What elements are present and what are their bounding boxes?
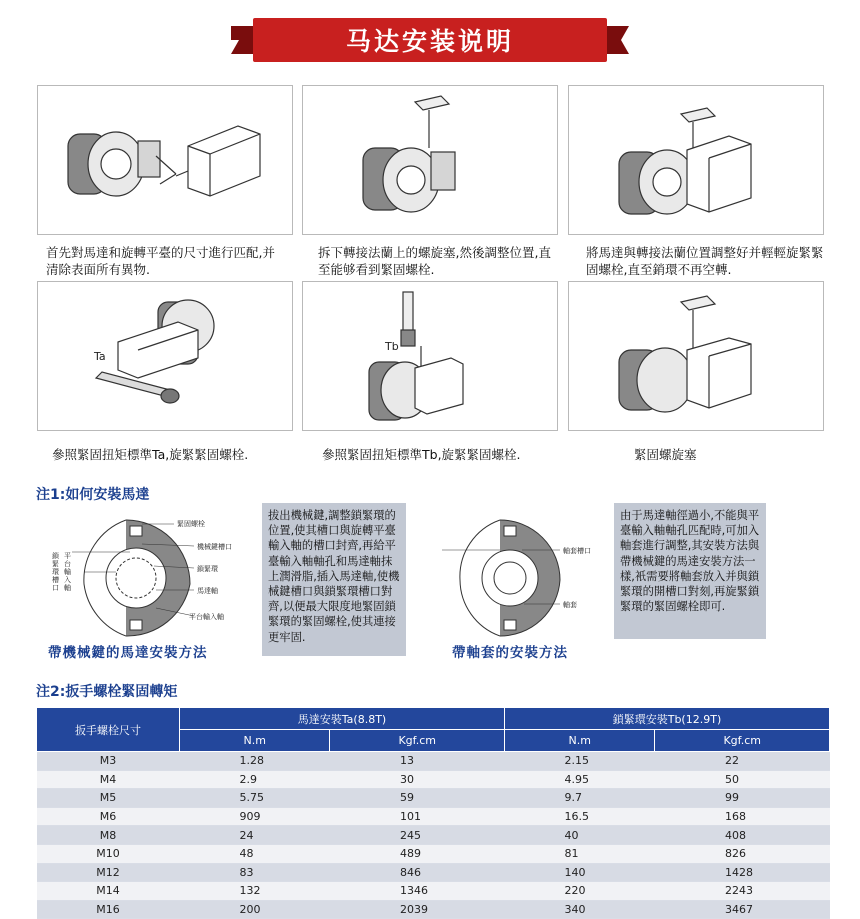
ta-tool-label: Ta [94, 350, 106, 363]
step-3-caption: 將馬達與轉接法蘭位置調整好并輕輕旋緊緊固螺栓,直至銷環不再空轉. [586, 245, 824, 277]
step-4-caption: 參照緊固扭矩標準Ta,旋緊緊固螺栓. [52, 447, 249, 462]
table-row [37, 752, 830, 771]
cell-torque-value: 200 [180, 900, 330, 919]
cell-torque-value: 22 [655, 752, 830, 771]
step-1-illustration [37, 85, 293, 235]
cell-bolt-size: M12 [37, 863, 180, 882]
cell-torque-value: 2.15 [504, 752, 654, 771]
keyed-method-title: 帶機械鍵的馬達安裝方法 [48, 645, 208, 661]
cell-bolt-size: M8 [37, 826, 180, 845]
cell-torque-value: 24 [180, 826, 330, 845]
label-input-shaft: 平台輸入軸 [189, 613, 224, 621]
cell-torque-value: 340 [504, 900, 654, 919]
cell-torque-value: 48 [180, 844, 330, 863]
cell-bolt-size: M14 [37, 882, 180, 901]
cell-torque-value: 1428 [655, 863, 830, 882]
table-row [37, 789, 830, 808]
cell-torque-value: 59 [330, 789, 505, 808]
cell-torque-value: 132 [180, 882, 330, 901]
cell-torque-value: 909 [180, 807, 330, 826]
keyed-method-description: 拔出機械鍵,調整鎖緊環的位置,使其槽口與旋轉平臺輸入軸的槽口封齊,再給平臺輸入軸軸孔和馬達軸抹上潤滑脂,插入馬達軸,使機械鍵槽口與鎖緊環槽口對齊,以便最大限度地緊固鎖緊環的緊固螺栓,使其連接更牢固. [262, 503, 406, 656]
cell-torque-value: 16.5 [504, 807, 654, 826]
table-row [37, 882, 830, 901]
note-2-title: 注2:扳手螺栓緊固轉矩 [36, 684, 178, 700]
step-2-caption: 拆下轉接法蘭上的螺旋塞,然後調整位置,直至能够看到緊固螺栓. [318, 245, 551, 277]
sleeve-method-title: 帶軸套的安裝方法 [452, 645, 568, 661]
cell-torque-value: 101 [330, 807, 505, 826]
cell-bolt-size: M10 [37, 844, 180, 863]
header-ring-install: 鎖緊環安裝Tb(12.9T) [504, 708, 829, 730]
note-1-title: 注1:如何安裝馬達 [36, 487, 150, 503]
tb-tool-label: Tb [385, 340, 399, 353]
cell-torque-value: 1346 [330, 882, 505, 901]
step-6-illustration [568, 281, 824, 431]
step-5-illustration [302, 281, 558, 431]
cell-torque-value: 846 [330, 863, 505, 882]
cell-torque-value: 220 [504, 882, 654, 901]
cell-bolt-size: M4 [37, 770, 180, 789]
cell-bolt-size: M3 [37, 752, 180, 771]
cell-torque-value: 3467 [655, 900, 830, 919]
step-2-illustration [302, 85, 558, 235]
table-row [37, 807, 830, 826]
cell-torque-value: 5.75 [180, 789, 330, 808]
cell-torque-value: 245 [330, 826, 505, 845]
cell-torque-value: 1.28 [180, 752, 330, 771]
header-motor-install: 馬達安裝Ta(8.8T) [180, 708, 505, 730]
cell-torque-value: 826 [655, 844, 830, 863]
cell-torque-value: 83 [180, 863, 330, 882]
cell-torque-value: 30 [330, 770, 505, 789]
keyed-motor-diagram [44, 512, 254, 637]
label-motor-shaft: 馬達軸 [197, 587, 218, 595]
sleeve-diagram [440, 512, 610, 637]
table-row [37, 826, 830, 845]
cell-torque-value: 9.7 [504, 789, 654, 808]
title-banner [231, 18, 629, 62]
cell-torque-value: 168 [655, 807, 830, 826]
cell-torque-value: 140 [504, 863, 654, 882]
header-ta-kgf: Kgf.cm [330, 730, 505, 752]
label-vertical-ring-slot: 鎖緊環槽口 [52, 552, 59, 592]
sleeve-method-description: 由于馬達軸徑過小,不能與平臺輸入軸軸孔匹配時,可加入軸套進行調整,其安裝方法與帶機械鍵的馬達安裝方法一樣,衹需要將軸套放入并與鎖緊環的開槽口對刻,再旋緊鎖緊環的緊固螺栓即可. [614, 503, 766, 639]
cell-bolt-size: M5 [37, 789, 180, 808]
cell-bolt-size: M6 [37, 807, 180, 826]
cell-torque-value: 40 [504, 826, 654, 845]
cell-torque-value: 81 [504, 844, 654, 863]
step-5-caption: 參照緊固扭矩標準Tb,旋緊緊固螺栓. [322, 447, 521, 462]
table-row [37, 770, 830, 789]
cell-torque-value: 2039 [330, 900, 505, 919]
cell-torque-value: 50 [655, 770, 830, 789]
label-fastening-bolt: 緊固螺栓 [177, 520, 205, 528]
cell-torque-value: 408 [655, 826, 830, 845]
header-ta-nm: N.m [180, 730, 330, 752]
table-row [37, 863, 830, 882]
step-3-illustration [568, 85, 824, 235]
label-vertical-input-shaft: 平台輸入軸 [64, 552, 71, 592]
label-key-slot: 機械鍵槽口 [197, 543, 232, 551]
cell-torque-value: 489 [330, 844, 505, 863]
label-sleeve-slot: 軸套槽口 [563, 547, 591, 555]
table-row [37, 844, 830, 863]
step-1-caption: 首先對馬達和旋轉平臺的尺寸進行匹配,并清除表面所有異物. [46, 245, 275, 277]
cell-torque-value: 99 [655, 789, 830, 808]
step-6-caption: 緊固螺旋塞 [634, 447, 697, 462]
header-tb-nm: N.m [504, 730, 654, 752]
cell-torque-value: 13 [330, 752, 505, 771]
cell-torque-value: 2243 [655, 882, 830, 901]
cell-torque-value: 4.95 [504, 770, 654, 789]
cell-torque-value: 2.9 [180, 770, 330, 789]
label-locking-ring: 鎖緊環 [197, 565, 218, 573]
banner-title: 马达安装说明 [345, 27, 514, 56]
table-row [37, 900, 830, 919]
header-bolt-size: 扳手螺栓尺寸 [37, 708, 180, 752]
step-4-illustration [37, 281, 293, 431]
torque-table [36, 707, 830, 919]
cell-bolt-size: M16 [37, 900, 180, 919]
header-tb-kgf: Kgf.cm [655, 730, 830, 752]
label-sleeve: 軸套 [563, 601, 577, 609]
